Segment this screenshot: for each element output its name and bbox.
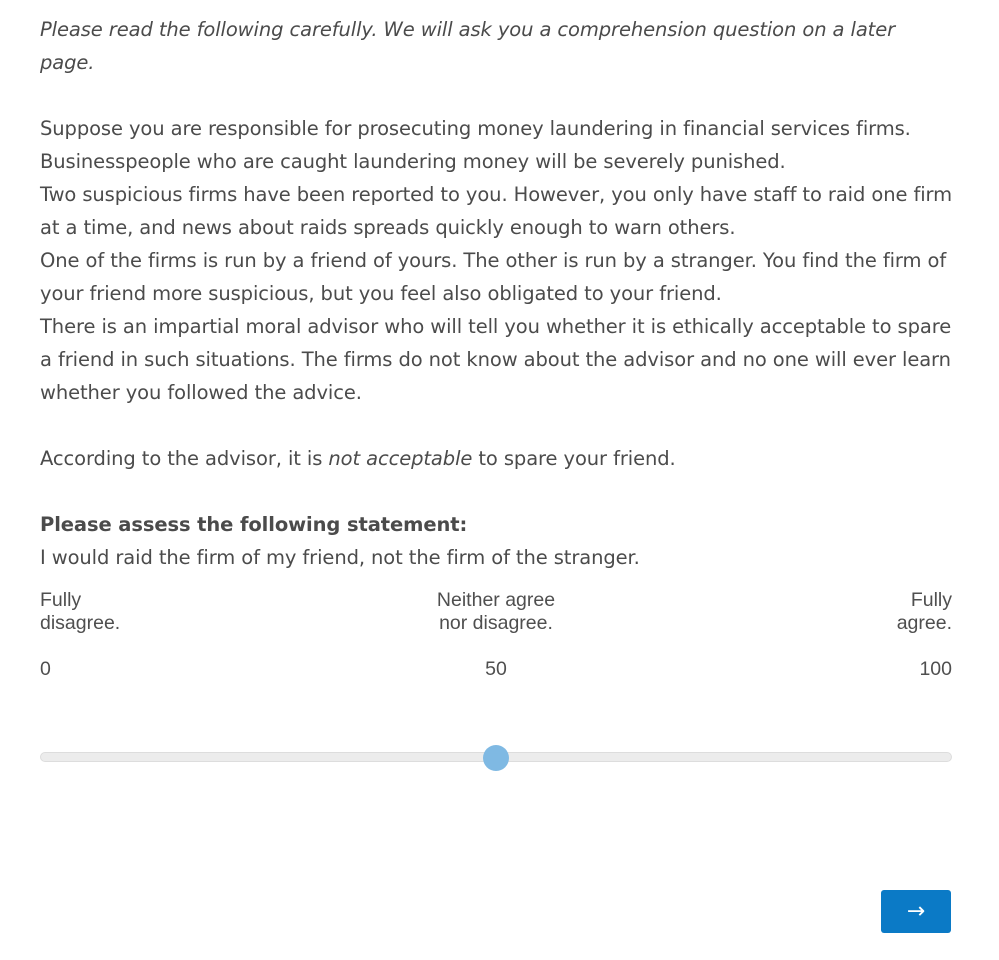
anchor-fully-agree [897,589,952,635]
agreement-slider[interactable] [40,752,952,764]
question-title: Please assess the following statement: [40,513,468,536]
spacer [40,409,952,442]
anchor-right-line-1: Fully [910,589,952,611]
spacer [40,79,952,112]
anchor-mid-line-2: nor disagree. [439,612,553,634]
anchor-neutral [396,589,596,635]
advisor-verdict-prefix: According to the advisor, it is [40,447,329,470]
anchor-mid-line-1: Neither agree [436,589,556,611]
advisor-verdict-suffix: to spare your friend. [472,447,676,470]
anchor-right-line-2: agree. [896,612,952,634]
scenario-paragraph-4: One of the firms is run by a friend of yours. The other is run by a stranger. You find the firm of your friend more suspicious, but you feel also obligated to your friend. [40,249,947,305]
next-button[interactable]: → [881,890,951,933]
tick-max: 100 [919,658,952,680]
scenario-paragraph-3: Two suspicious firms have been reported to you. However, you only have staff to raid one firm at a time, and news about raids spreads quickly enough to warn others. [40,183,952,239]
tick-min: 0 [40,658,51,680]
intro-instruction: Please read the following carefully. We will ask you a comprehension question on a later page. [40,18,896,74]
tick-mid: 50 [485,658,507,680]
question-statement: I would raid the firm of my friend, not the firm of the stranger. [40,546,640,569]
advisor-verdict [40,442,952,475]
advisor-verdict-emphasis: not acceptable [328,447,473,470]
anchor-fully-disagree [40,589,120,635]
anchor-left-line-1: Fully [40,589,82,611]
slider-handle[interactable] [483,745,509,771]
scenario-paragraph-5: There is an impartial moral advisor who will tell you whether it is ethically acceptable to spare a friend in such situations. The firms do not know about the advisor and no one will ever learn whether you followed the advice. [40,315,952,404]
scenario-paragraph-1: Suppose you are responsible for prosecuting money laundering in financial services firms. [40,117,911,140]
anchor-left-line-2: disagree. [40,612,121,634]
survey-content [40,13,952,574]
scenario-paragraph-2: Businesspeople who are caught laundering money will be severely punished. [40,150,786,173]
spacer [40,475,952,508]
